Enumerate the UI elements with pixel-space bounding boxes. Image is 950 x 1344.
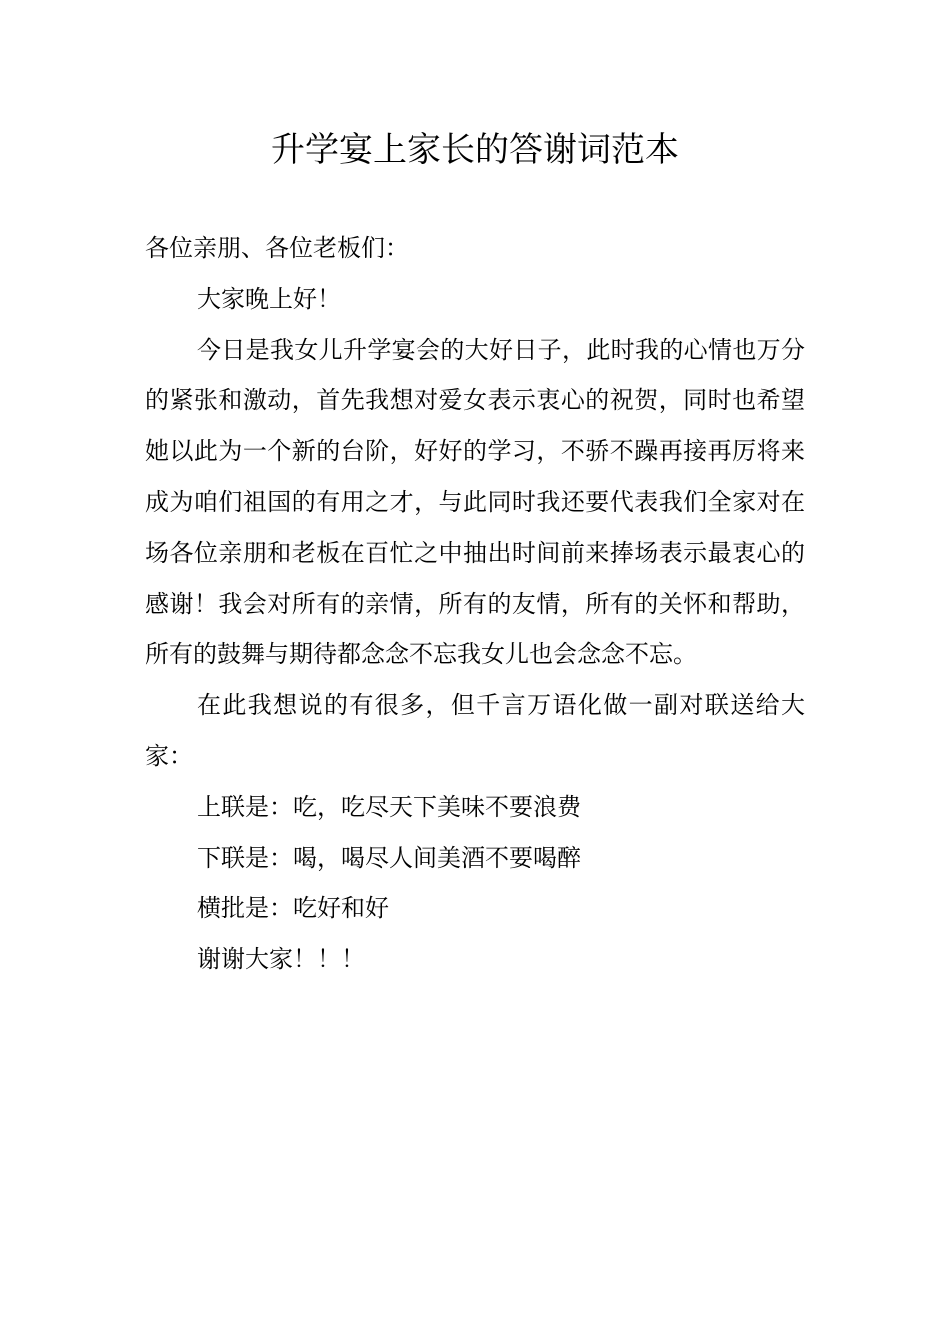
- document-title: 升学宴上家长的答谢词范本: [271, 130, 679, 170]
- couplet-horizontal-scroll: 横批是：吃好和好: [197, 894, 389, 923]
- couplet-first-line: 上联是：吃，吃尽天下美味不要浪费: [197, 792, 581, 821]
- paragraph-greeting: 大家晚上好！: [197, 284, 341, 313]
- salutation: 各位亲朋、各位老板们：: [145, 234, 409, 262]
- paragraph-main: 今日是我女儿升学宴会的大好日子，此时我的心情也万分的紧张和激动，首先我想对爱女表示衷心的祝贺，同时也希望她以此为一个新的台阶，好好的学习，不骄不躁再接再厉将来成为咱们祖国的有用之才，与此同时我还要代表我们全家对在场各位亲朋和老板在百忙之中抽出时间前来捧场表示最衷心的感谢！我会对所有的亲情，所有的友情，所有的关怀和帮助，所有的鼓舞与期待都念念不忘我女儿也会念念不忘。: [145, 335, 805, 669]
- closing-thanks: 谢谢大家！！！: [197, 945, 365, 974]
- paragraph-couplet-intro: 在此我想说的有很多，但千言万语化做一副对联送给大家：: [145, 691, 805, 770]
- document-body: [145, 223, 805, 985]
- couplet-second-line: 下联是：喝，喝尽人间美酒不要喝醉: [197, 843, 581, 872]
